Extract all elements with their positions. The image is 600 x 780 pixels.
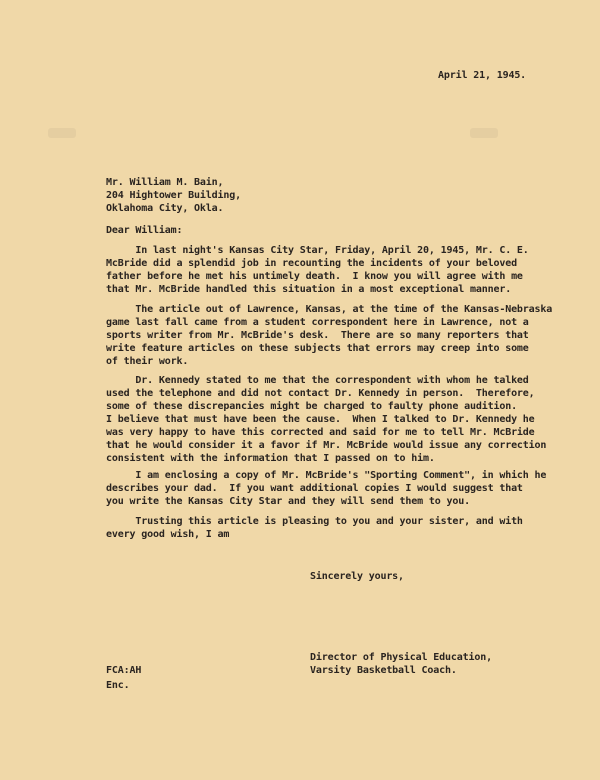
paragraph-2 [106, 303, 552, 368]
paragraph-line: every good wish, I am [106, 529, 230, 540]
paragraph-line: In last night's Kansas City Star, Friday, April 20, 1945, Mr. C. E. [106, 245, 529, 256]
recipient-address-line1: 204 Hightower Building, [106, 190, 242, 201]
paragraph-line: some of these discrepancies might be charged to faulty phone audition. [106, 401, 517, 412]
paragraph-line: Trusting this article is pleasing to you and your sister, and with [106, 516, 523, 527]
signature-title-line1: Director of Physical Education, [310, 652, 492, 663]
paragraph-5 [106, 515, 523, 541]
paragraph-line: father before he met his untimely death. I know you will agree with me [106, 271, 523, 282]
signature-title-line2: Varsity Basketball Coach. [310, 665, 457, 676]
paragraph-line: sports writer from Mr. McBride's desk. There are so many reporters that [106, 330, 529, 341]
salutation: Dear William: [106, 225, 183, 236]
paragraph-line: you write the Kansas City Star and they will send them to you. [106, 496, 470, 507]
letter-date: April 21, 1945. [438, 70, 527, 81]
paragraph-line: that Mr. McBride handled this situation in a most exceptional manner. [106, 284, 512, 295]
paragraph-3 [106, 374, 546, 465]
paper-mark [470, 128, 498, 138]
paragraph-line: I believe that must have been the cause. When I talked to Dr. Kennedy he [106, 414, 535, 425]
paragraph-line: Dr. Kennedy stated to me that the correspondent with whom he talked [106, 375, 529, 386]
recipient-name: Mr. William M. Bain, [106, 177, 224, 188]
paragraph-line: used the telephone and did not contact Dr. Kennedy in person. Therefore, [106, 388, 535, 399]
paragraph-line: describes your dad. If you want additional copies I would suggest that [106, 483, 523, 494]
paragraph-line: The article out of Lawrence, Kansas, at the time of the Kansas-Nebraska [106, 304, 553, 315]
recipient-address-line2: Oklahoma City, Okla. [106, 203, 224, 214]
paragraph-line: game last fall came from a student correspondent here in Lawrence, not a [106, 317, 529, 328]
typist-initials: FCA:AH [106, 665, 142, 676]
closing: Sincerely yours, [310, 571, 404, 582]
paragraph-4 [106, 469, 546, 508]
enclosure-note: Enc. [106, 680, 130, 691]
paragraph-line: McBride did a splendid job in recounting the incidents of your beloved [106, 258, 517, 269]
paragraph-line: of their work. [106, 356, 189, 367]
paragraph-line: I am enclosing a copy of Mr. McBride's "Sporting Comment", in which he [106, 470, 547, 481]
paragraph-line: write feature articles on these subjects that errors may creep into some [106, 343, 529, 354]
paragraph-line: consistent with the information that I passed on to him. [106, 453, 435, 464]
paragraph-1 [106, 244, 529, 296]
paper-mark [48, 128, 76, 138]
paragraph-line: was very happy to have this corrected and said for me to tell Mr. McBride [106, 427, 535, 438]
paragraph-line: that he would consider it a favor if Mr. McBride would issue any correction [106, 440, 547, 451]
